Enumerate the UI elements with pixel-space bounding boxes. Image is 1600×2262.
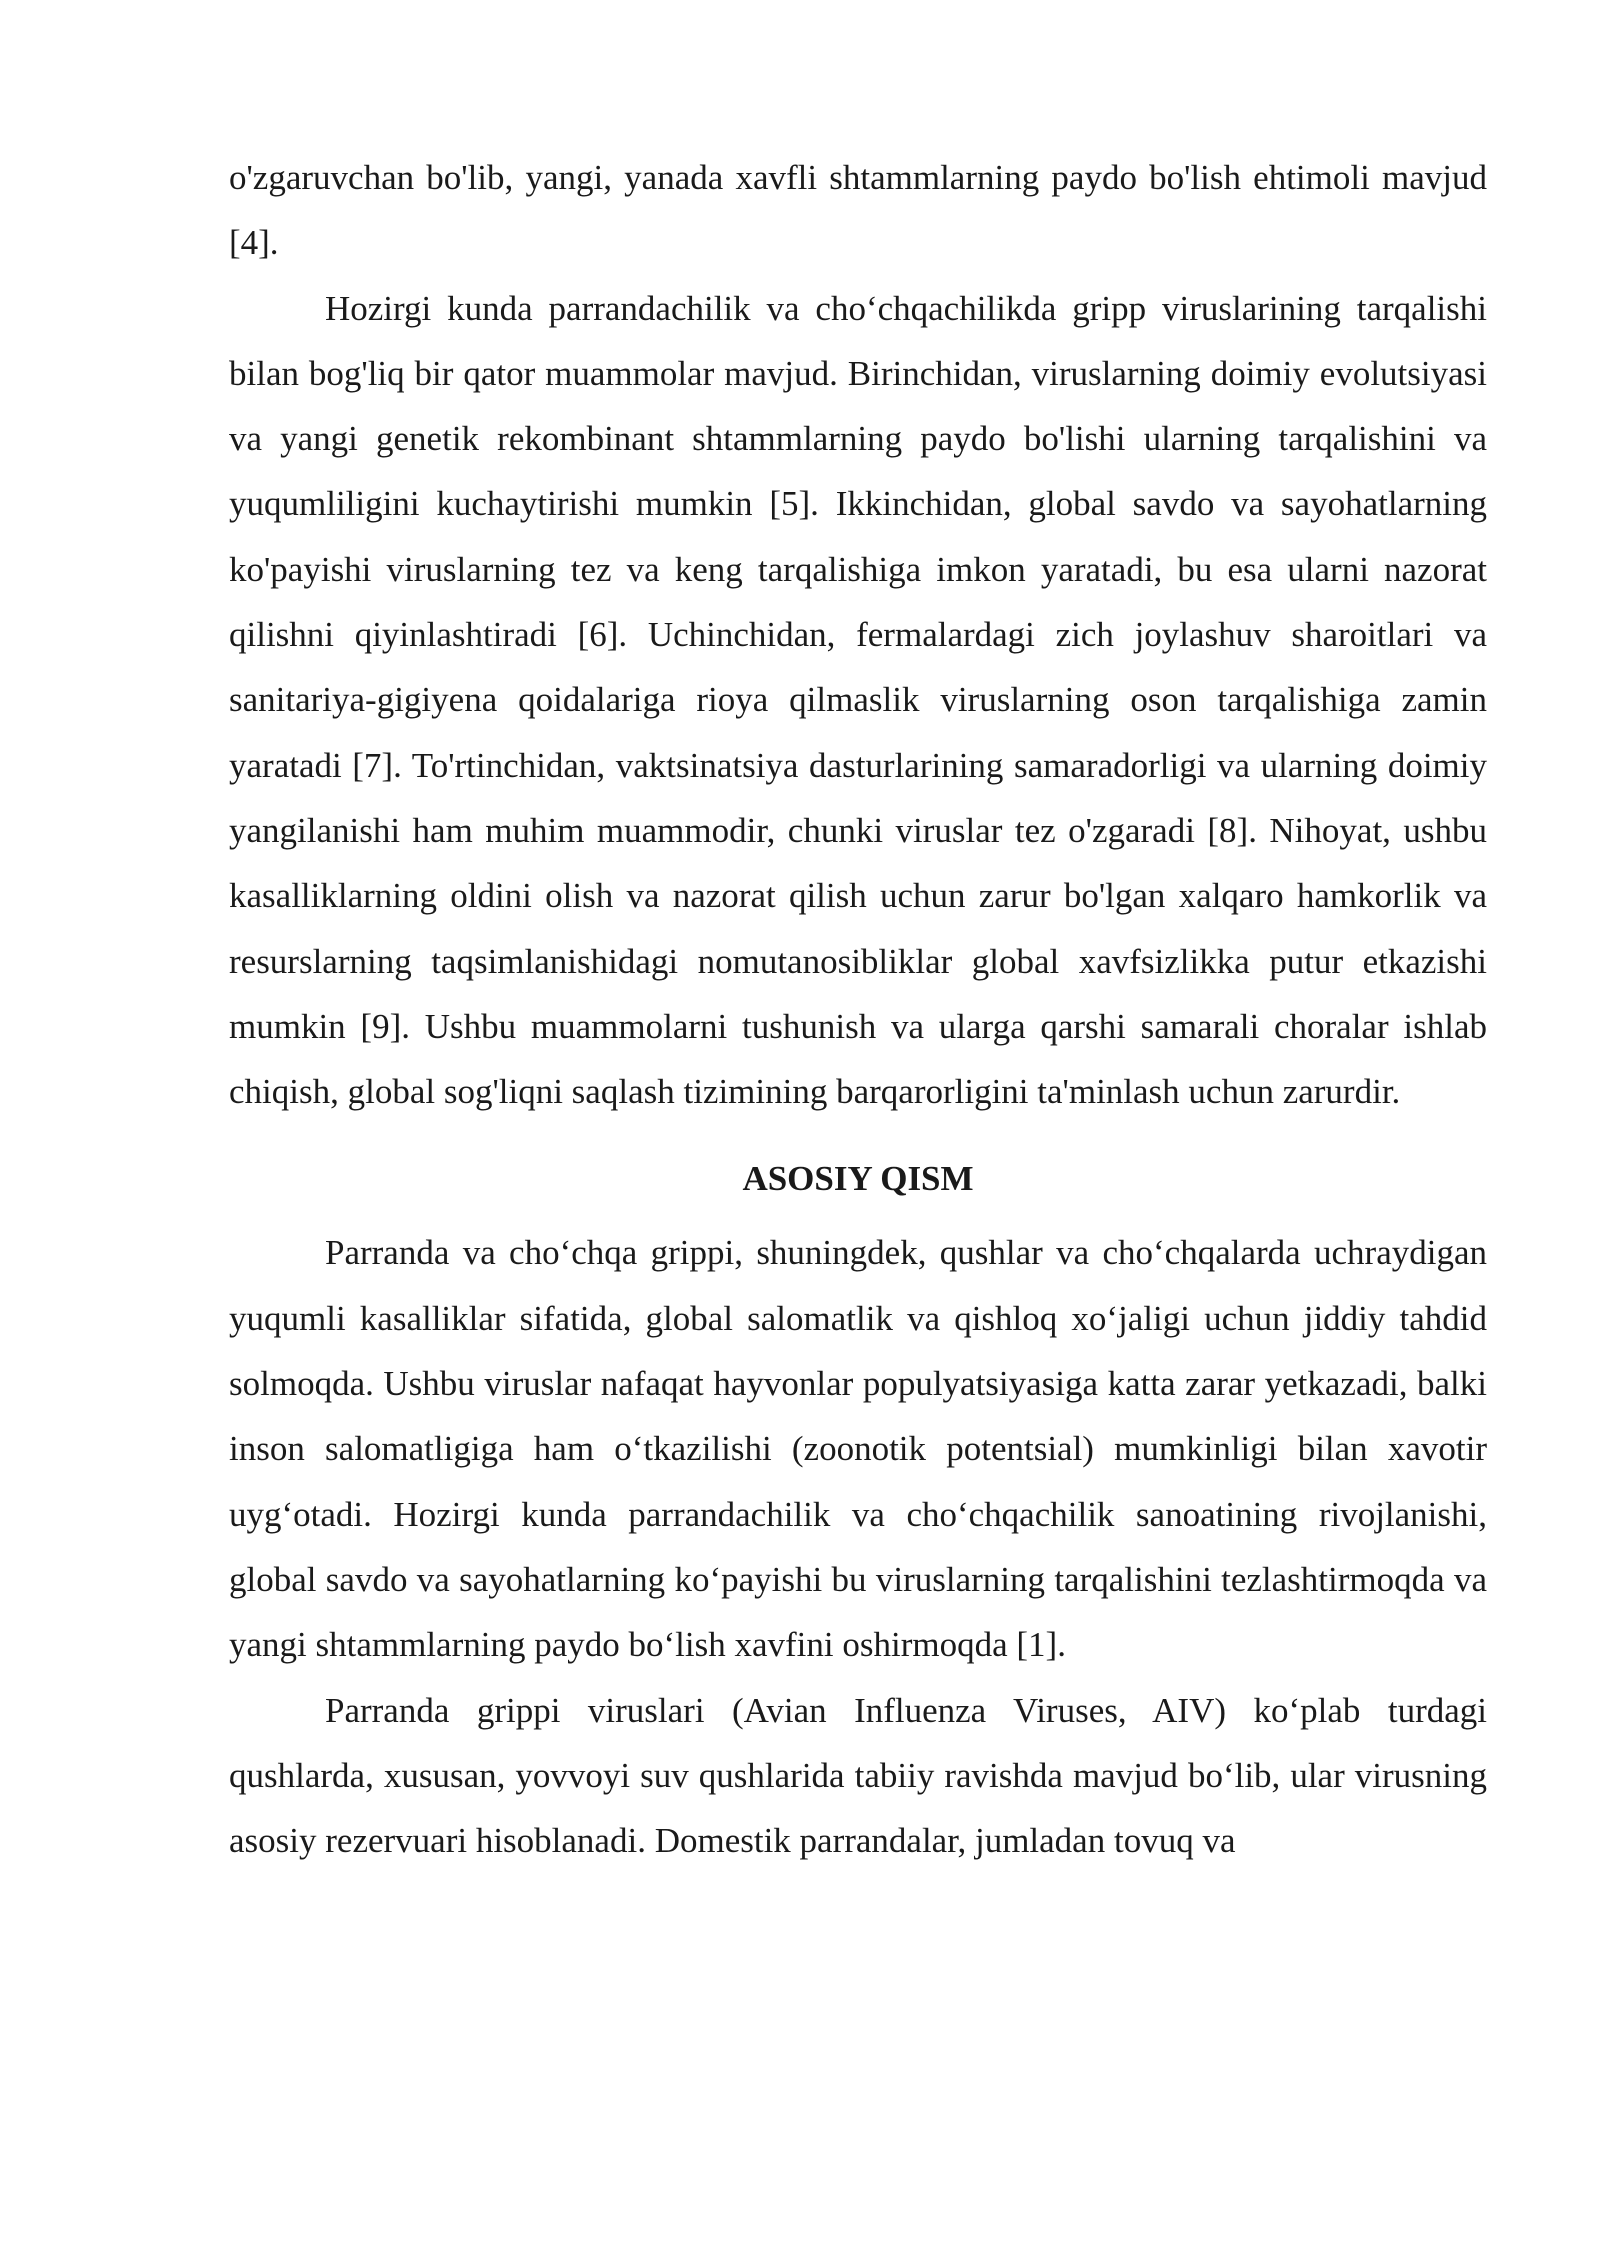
paragraph-avian-influenza: Parranda grippi viruslari (Avian Influenza Viruses, AIV) ko‘plab turdagi qushlarda, xususan, yovvoyi suv qushlarida tabiiy ravishda mavjud bo‘lib, ular virusning asosiy rezervuari hisoblanadi. Domestik parrandalar, jumladan tovuq va [229,1690,1487,1861]
paragraph-problems: Hozirgi kunda parrandachilik va cho‘chqachilikda gripp viruslarining tarqalishi bilan bog'liq bir qator muammolar mavjud. Birinchidan, viruslarning doimiy evolutsiyasi va yangi genetik rekombinant shtammlarning paydo bo'lishi ularning tarqalishini va yuqumliligini kuchaytirishi mumkin [5]. Ikkinchidan, global savdo va sayohatlarning ko'payishi viruslarning tez va keng tarqalishiga imkon yaratadi, bu esa ularni nazorat qilishni qiyinlashtiradi [6]. Uchinchidan, fermalardagi zich joylashuv sharoitlari va sanitariya-gigiyena qoidalariga rioya qilmaslik viruslarning oson tarqalishiga zamin yaratadi [7]. To'rtinchidan, vaktsinatsiya dasturlarining samaradorligi va ularning doimiy yangilanishi ham muhim muammodir, chunki viruslar tez o'zgaradi [8]. Nihoyat, ushbu kasalliklarning oldini olish va nazorat qilish uchun zarur bo'lgan xalqaro hamkorlik va resurslarning taqsimlanishidagi nomutanosibliklar global xavfsizlikka putur etkazishi mumkin [9]. Ushbu muammolarni tushunish va ularga qarshi samarali choralar ishlab chiqish, global sog'liqni saqlash tizimining barqarorligini ta'minlash uchun zarurdir. [229,288,1487,1112]
document-page [229,145,1487,1873]
section-heading: ASOSIY QISM [742,1159,974,1199]
paragraph-continuation: o'zgaruvchan bo'lib, yangi, yanada xavfli shtammlarning paydo bo'lish ehtimoli mavjud [4]. [229,158,1487,263]
paragraph-main-intro: Parranda va cho‘chqa grippi, shuningdek, qushlar va cho‘chqalarda uchraydigan yuqumli kasalliklar sifatida, global salomatlik va qishloq xo‘jaligi uchun jiddiy tahdid solmoqda. Ushbu viruslar nafaqat hayvonlar populyatsiyasiga katta zarar yetkazadi, balki inson salomatligiga ham o‘tkazilishi (zoonotik potentsial) mumkinligi bilan xavotir uyg‘otadi. Hozirgi kunda parrandachilik va cho‘chqachilik sanoatining rivojlanishi, global savdo va sayohatlarning ko‘payishi bu viruslarning tarqalishini tezlashtirmoqda va yangi shtammlarning paydo bo‘lish xavfini oshirmoqda [1]. [229,1233,1487,1665]
